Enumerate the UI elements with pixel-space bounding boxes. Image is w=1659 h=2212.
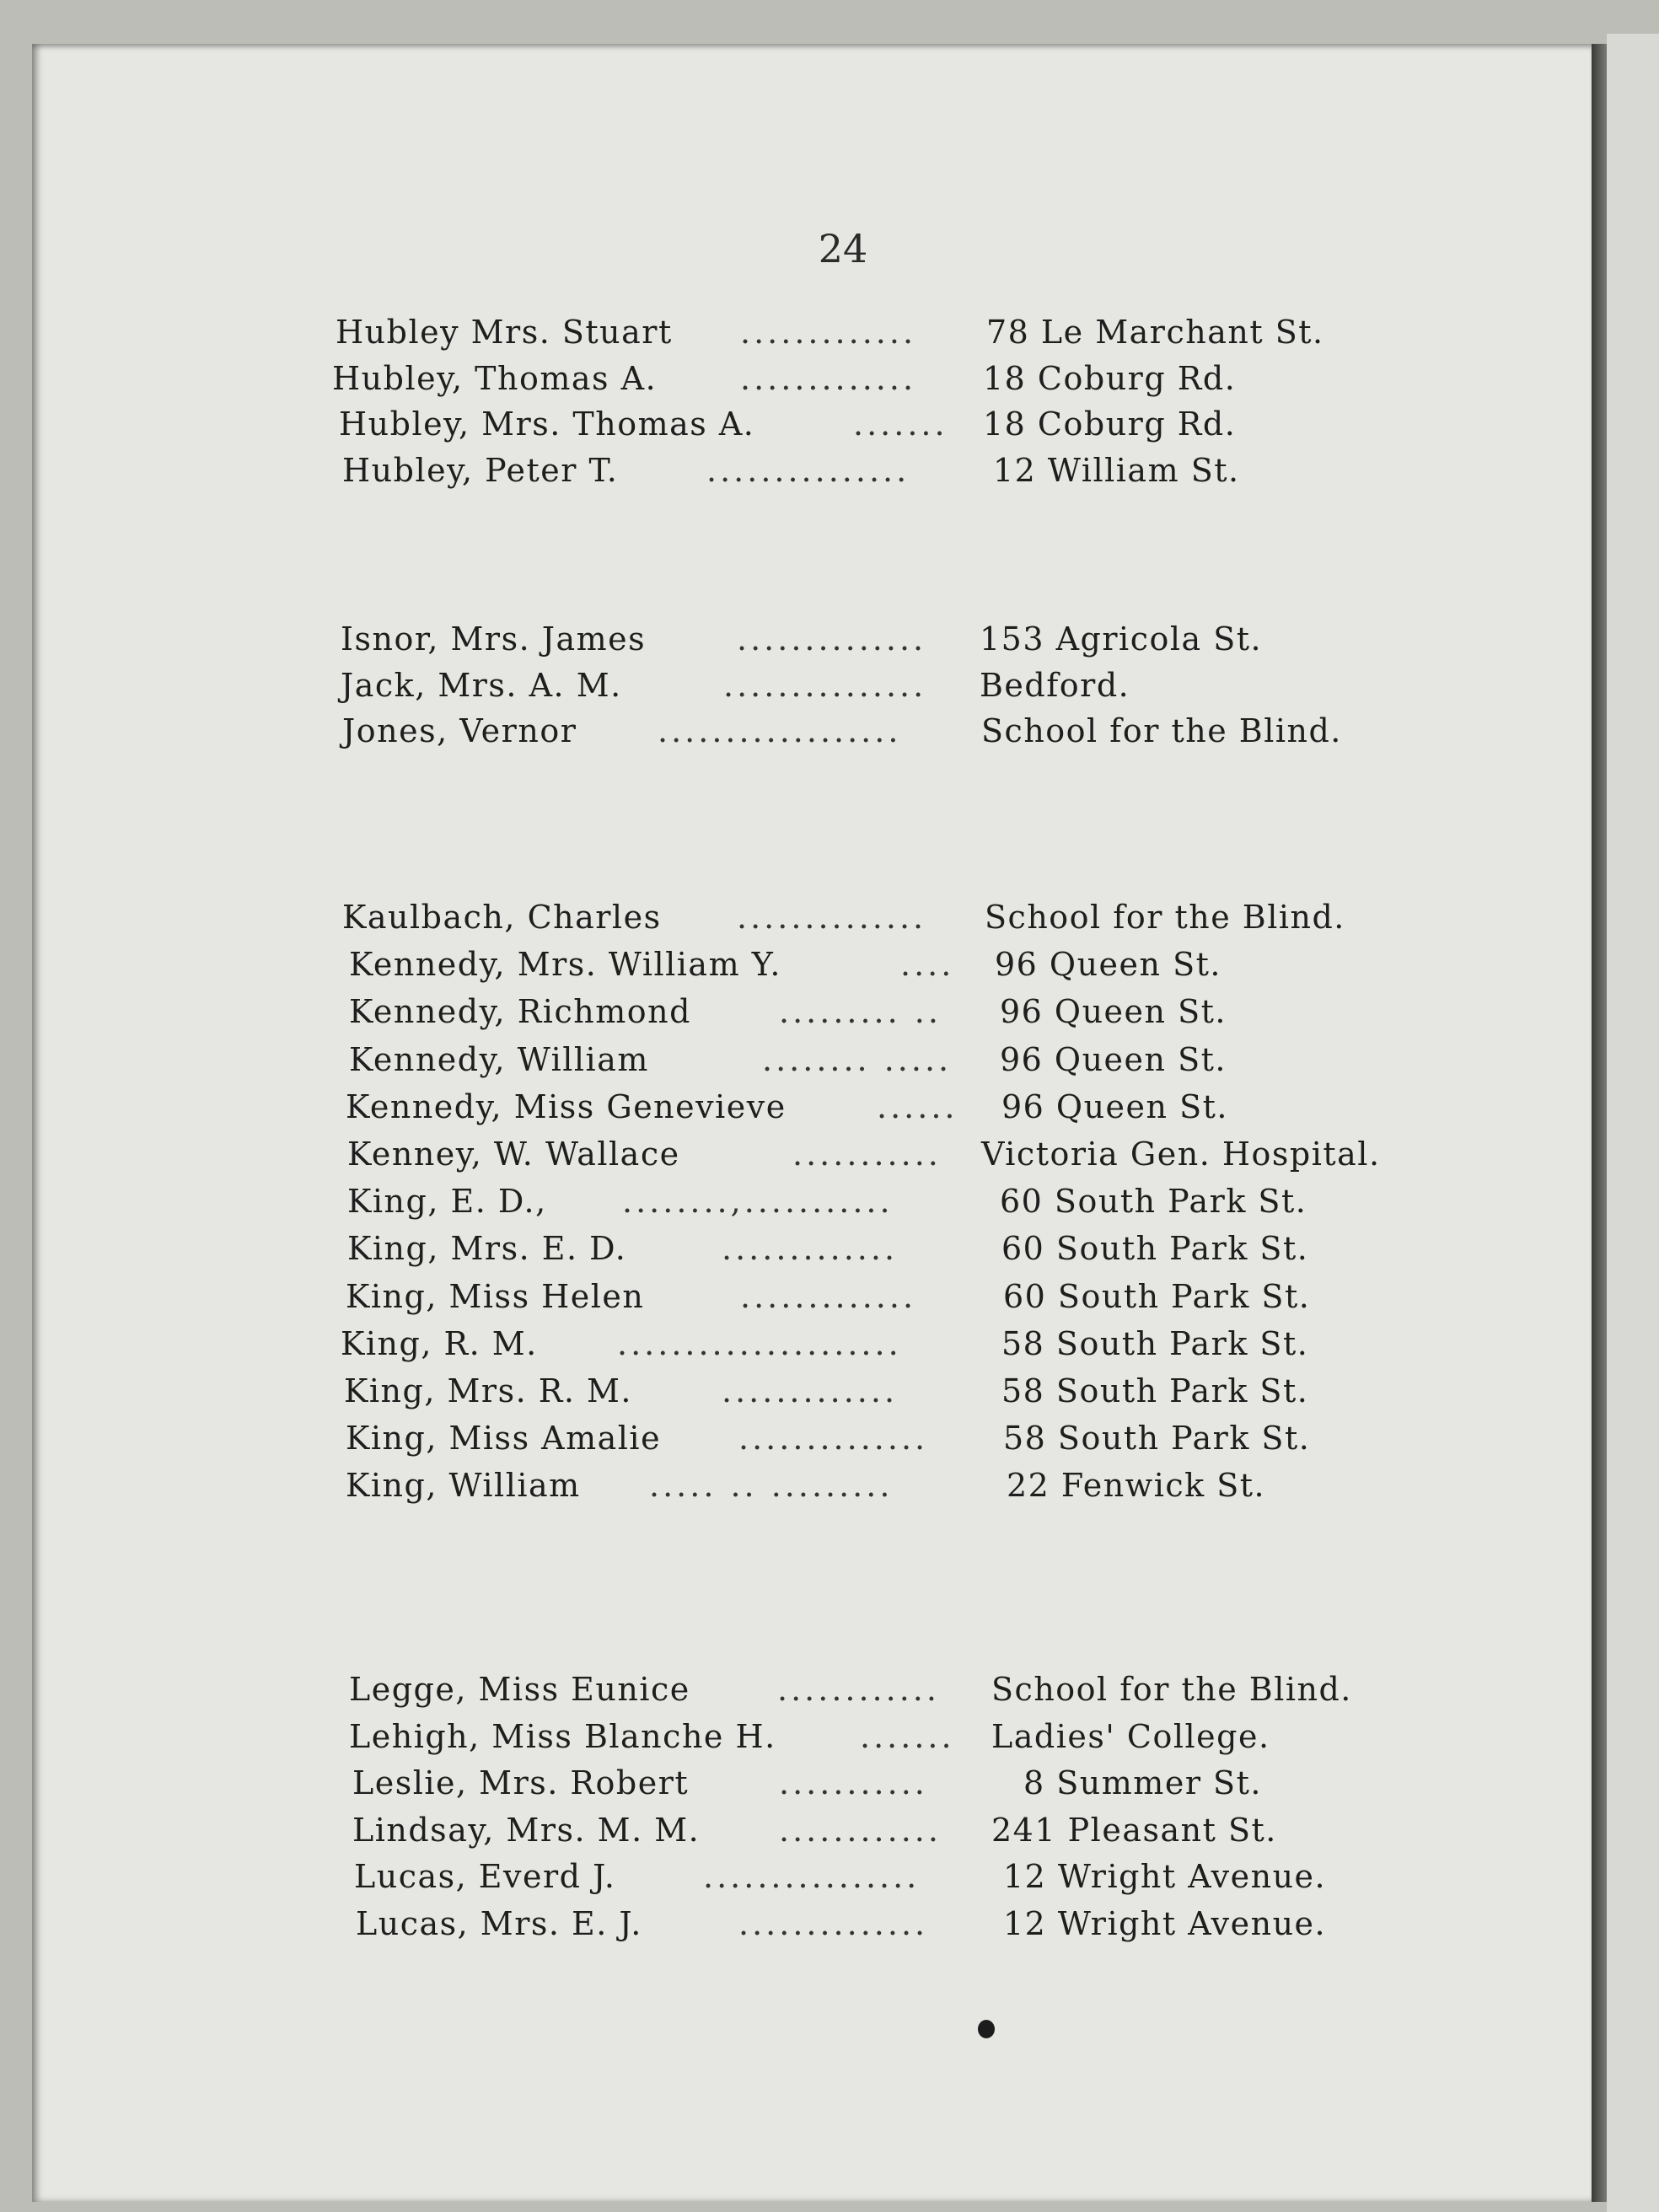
directory-entry: [0, 1812, 1568, 1857]
directory-entry: [0, 899, 1568, 944]
leader-dots: ......... ..: [779, 993, 942, 1031]
directory-entry: [0, 1671, 1568, 1716]
entry-name: Jack, Mrs. A. M.: [341, 666, 622, 704]
entry-address: 96 Queen St.: [1000, 1040, 1227, 1078]
entry-name: Leslie, Mrs. Robert: [352, 1764, 690, 1802]
leader-dots: ...........: [792, 1136, 942, 1173]
leader-dots: .............: [740, 1277, 917, 1315]
entry-name: Hubley, Thomas A.: [332, 359, 658, 397]
directory-entry: [0, 405, 1568, 451]
entry-name: Hubley Mrs. Stuart: [336, 314, 673, 351]
entry-name: King, Miss Helen: [346, 1277, 645, 1315]
leader-dots: .....................: [617, 1324, 902, 1362]
leader-dots: .......: [853, 405, 948, 443]
leader-dots: ..............: [737, 899, 927, 936]
entry-address: 18 Coburg Rd.: [983, 405, 1237, 443]
entry-address: 58 South Park St.: [1001, 1324, 1309, 1362]
entry-address: 60 South Park St.: [1003, 1277, 1311, 1315]
page-number: 24: [818, 226, 868, 271]
leader-dots: .............: [722, 1230, 899, 1268]
entry-name: King, Mrs. R. M.: [344, 1372, 632, 1409]
directory-entry: [0, 620, 1568, 666]
leader-dots: ............: [779, 1811, 942, 1849]
entry-name: Isnor, Mrs. James: [341, 620, 647, 658]
directory-entry: [0, 1718, 1568, 1764]
entry-address: Ladies' College.: [991, 1717, 1270, 1755]
directory-entry: [0, 1467, 1568, 1512]
entry-address: 58 South Park St.: [1001, 1372, 1309, 1409]
directory-entry: [0, 1858, 1568, 1903]
leader-dots: ....: [900, 946, 955, 984]
entry-name: Lucas, Mrs. E. J.: [356, 1905, 642, 1942]
entry-name: Lucas, Everd J.: [354, 1858, 616, 1896]
leader-dots: ..............: [737, 620, 927, 658]
entry-address: 153 Agricola St.: [980, 620, 1263, 658]
leader-dots: .............: [722, 1372, 899, 1409]
directory-entry: [0, 1764, 1568, 1810]
entry-address: 12 Wright Avenue.: [1003, 1858, 1327, 1896]
entry-address: 12 William St.: [993, 451, 1240, 489]
entry-name: King, Mrs. E. D.: [347, 1230, 627, 1268]
entry-address: 96 Queen St.: [1001, 1087, 1228, 1125]
leader-dots: ...........: [779, 1764, 928, 1802]
leader-dots: .............: [740, 314, 917, 351]
leader-dots: ...............: [706, 451, 910, 489]
directory-entry: [0, 1325, 1568, 1371]
leader-dots: ............: [777, 1671, 940, 1708]
entry-address: School for the Blind.: [985, 899, 1345, 936]
directory-entry: [0, 712, 1568, 758]
leader-dots: ................: [703, 1858, 921, 1896]
leader-dots: ........ .....: [762, 1040, 953, 1078]
entry-address: 58 South Park St.: [1003, 1420, 1311, 1458]
directory-entry: [0, 1372, 1568, 1418]
directory-entry: [0, 1088, 1568, 1134]
entry-name: Kennedy, Mrs. William Y.: [349, 946, 781, 984]
entry-name: King, E. D.,: [347, 1183, 547, 1221]
leader-dots: ..... .. .........: [649, 1467, 894, 1505]
entry-name: King, R. M.: [341, 1324, 538, 1362]
leader-dots: ..................: [658, 712, 902, 749]
directory-entry: [0, 1905, 1568, 1951]
leader-dots: ........,...........: [622, 1183, 894, 1221]
directory-entry: [0, 360, 1568, 405]
entry-address: Victoria Gen. Hospital.: [981, 1136, 1381, 1173]
entry-address: 18 Coburg Rd.: [983, 359, 1237, 397]
entry-name: Lehigh, Miss Blanche H.: [349, 1717, 776, 1755]
entry-address: School for the Blind.: [991, 1671, 1352, 1708]
directory-entry: [0, 1136, 1568, 1181]
entry-address: 22 Fenwick St.: [1007, 1467, 1266, 1505]
leader-dots: ..............: [738, 1420, 929, 1458]
directory-entry: [0, 1183, 1568, 1228]
directory-entry: [0, 1230, 1568, 1275]
directory-entry: [0, 452, 1568, 497]
entry-address: Bedford.: [980, 666, 1130, 704]
entry-address: 12 Wright Avenue.: [1003, 1905, 1327, 1942]
leader-dots: ..............: [738, 1905, 929, 1942]
entry-name: King, William: [346, 1467, 581, 1505]
entry-name: Kennedy, Richmond: [349, 993, 691, 1031]
entry-name: Kennedy, William: [349, 1040, 649, 1078]
entry-address: 241 Pleasant St.: [991, 1811, 1277, 1849]
entry-name: Hubley, Peter T.: [342, 451, 619, 489]
entry-address: 60 South Park St.: [1000, 1183, 1307, 1221]
entry-name: Kaulbach, Charles: [342, 899, 662, 936]
directory-entry: [0, 667, 1568, 712]
entry-name: Kennedy, Miss Genevieve: [346, 1087, 787, 1125]
entry-address: 8 Summer St.: [1023, 1764, 1262, 1802]
page-ornament: [978, 2020, 995, 2038]
entry-name: Legge, Miss Eunice: [349, 1671, 690, 1708]
entry-address: 78 Le Marchant St.: [986, 314, 1324, 351]
directory-entry: [0, 1420, 1568, 1465]
entry-name: Lindsay, Mrs. M. M.: [352, 1811, 701, 1849]
leader-dots: ......: [877, 1087, 958, 1125]
directory-entry: [0, 1278, 1568, 1323]
entry-name: Kenney, W. Wallace: [347, 1136, 680, 1173]
directory-entry: [0, 993, 1568, 1039]
entry-address: 96 Queen St.: [1000, 993, 1227, 1031]
entry-name: Jones, Vernor: [342, 712, 577, 749]
leader-dots: .............: [740, 359, 917, 397]
entry-name: King, Miss Amalie: [346, 1420, 662, 1458]
leader-dots: .......: [860, 1717, 955, 1755]
directory-entry: [0, 946, 1568, 991]
entry-address: 96 Queen St.: [995, 946, 1221, 984]
leader-dots: ...............: [723, 666, 927, 704]
entry-address: 60 South Park St.: [1001, 1230, 1309, 1268]
entry-name: Hubley, Mrs. Thomas A.: [339, 405, 755, 443]
directory-entry: [0, 314, 1568, 359]
directory-entry: [0, 1041, 1568, 1087]
entry-address: School for the Blind.: [981, 712, 1342, 749]
